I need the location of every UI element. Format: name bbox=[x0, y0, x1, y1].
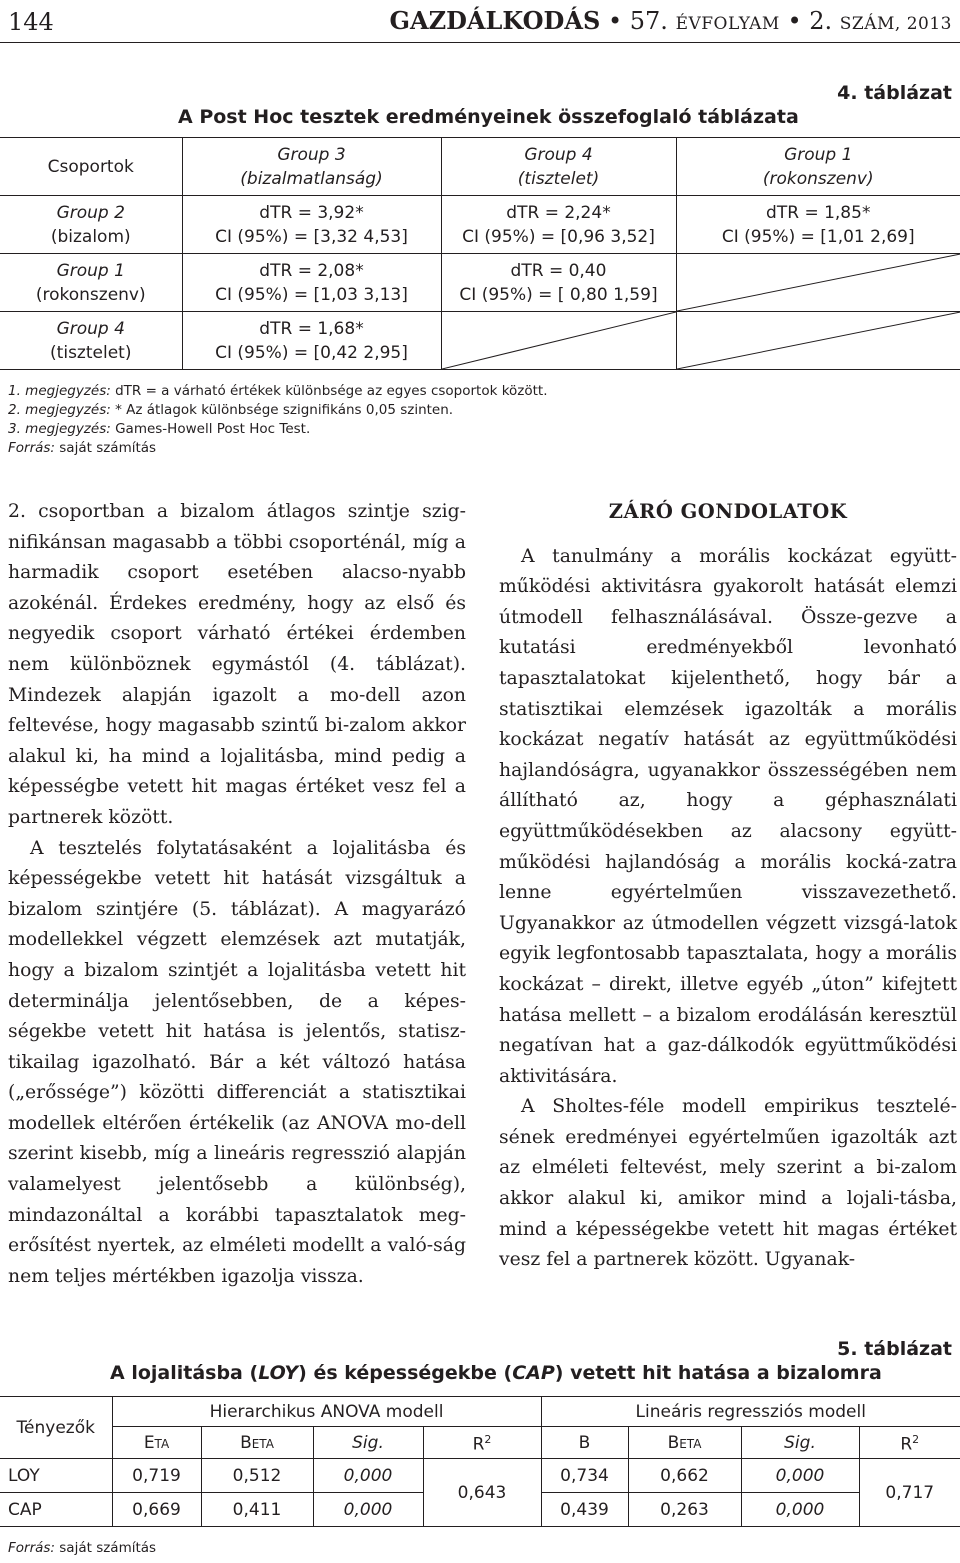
table4-empty-cell bbox=[441, 312, 676, 370]
table4-col-head: Group 4 (tisztelet) bbox=[441, 138, 676, 196]
issue-number: 2. bbox=[809, 7, 833, 35]
table5-sub-head: B bbox=[541, 1427, 628, 1459]
table5-source: Forrás: saját számítás bbox=[8, 1540, 157, 1556]
table5-sub-head: Beta bbox=[628, 1427, 741, 1459]
table4-header-row bbox=[0, 138, 960, 196]
table4-cell: dTR = 0,40 CI (95%) = [ 0,80 1,59] bbox=[441, 254, 676, 312]
table4-cell: dTR = 2,24* CI (95%) = [0,96 3,52] bbox=[441, 196, 676, 254]
paragraph: A tesztelés folytatásaként a lojalitásba és képességekbe vetett hit hatását vizsgáltuk a bizalom szintjére (5. táblázat). A magyarázó modellekkel végzett elemzések azt mutatják, hogy a bizalom szintjét a lojalitásba vetett hit determinálja jelentősebben, de a képes-ségekbe vetett hit hatása is jelentős, statisz-tikailag igazolható. Bár a két változó hatása („erőssége”) közötti differenciát a statisztikai modellek eltérően értékelik (az ANOVA mo-dell szerint kisebb, míg a lineáris regresszió alapján valamelyest jelentősebb a különbség), mindazonáltal a korábbi tapasztalatok meg-erősítést nyertek, az elméleti modellt a való-ság nem teljes mértékben igazolja vissza. bbox=[8, 837, 466, 1287]
table5-row-head: LOY bbox=[0, 1459, 112, 1493]
table5-cell: 0,000 bbox=[313, 1493, 423, 1527]
table4-row bbox=[0, 312, 960, 370]
table5-sub-head: Sig. bbox=[313, 1427, 423, 1459]
note-line: 3. megjegyzés: Games-Howell Post Hoc Test. bbox=[8, 421, 311, 437]
table4-corner: Csoportok bbox=[0, 138, 182, 196]
volume-word: ÉVFOLYAM bbox=[675, 14, 780, 34]
header-rule bbox=[0, 42, 960, 43]
note-line: 1. megjegyzés: dTR = a várható értékek különbsége az egyes csoportok között. bbox=[8, 383, 548, 399]
table4-cell: dTR = 1,85* CI (95%) = [1,01 2,69] bbox=[676, 196, 960, 254]
table4-row bbox=[0, 196, 960, 254]
note-line: Forrás: saját számítás bbox=[8, 440, 157, 456]
paragraph: A tanulmány a morális kockázat együtt-működési aktivitásra gyakorolt hatását elemzi útmodell felhasználásával. Össze-gezve a kutatási eredményekből levonható tapasztalatokat kijelenthető, hogy bár a statisztikai elemzések igazolták a morális kockázat negatív hatását az együttműködési hajlandóságra, ugyanakkor összességében nem állítható az, hogy a géphasználati együttműködésekben az alacsony együtt-működési hajlandóság a morális kocká-zatra lenne egyértelműen visszavezethető. Ugyanakkor az útmodellen végzett vizsgá-latok egyik legfontosabb tapasztalata, hogy a morális kockázat – direkt, illetve egyéb „úton” kifejtett hatása mellett – a bizalom erodálásán keresztül negatívan hat a gaz-dálkodók együttműködési aktivitására. bbox=[499, 545, 957, 1087]
table5 bbox=[0, 1396, 960, 1527]
table5-cell: 0,411 bbox=[201, 1493, 313, 1527]
volume-number: 57. bbox=[629, 7, 668, 35]
bullet-2: • bbox=[787, 7, 802, 35]
paragraph: A Sholtes-féle modell empirikus tesztelé-sének eredményei egyértelműen igazolták azt az elméleti feltevést, mely szerint a bi-zalom akkor alakul ki, amikor mind a lojali-tásba, mind a képességekbe vetett hit magas értéket vesz fel a partnerek között. Ugyanak- bbox=[499, 1096, 957, 1271]
journal-name: GAZDÁLKODÁS bbox=[389, 6, 601, 35]
table5-cell: 0,719 bbox=[112, 1459, 201, 1493]
table5-cell: 0,512 bbox=[201, 1459, 313, 1493]
note-line: 2. megjegyzés: * Az átlagok különbsége szignifikáns 0,05 szinten. bbox=[8, 402, 454, 418]
table4-col-head: Group 3 (bizalmatlanság) bbox=[182, 138, 441, 196]
table5-label: 5. táblázat bbox=[837, 1338, 952, 1360]
diagonal-line bbox=[677, 254, 960, 311]
table4-row bbox=[0, 254, 960, 312]
table5-sub-head: Sig. bbox=[741, 1427, 859, 1459]
table4-empty-cell bbox=[676, 254, 960, 312]
table5-cell: 0,669 bbox=[112, 1493, 201, 1527]
table4-col-head: Group 1 (rokonszenv) bbox=[676, 138, 960, 196]
table5-row bbox=[0, 1459, 960, 1493]
table5-sub-head: $R^2$ bbox=[423, 1427, 541, 1459]
table5-cell: 0,263 bbox=[628, 1493, 741, 1527]
diagonal-line bbox=[677, 312, 960, 369]
table5-sub-head-row bbox=[0, 1427, 960, 1459]
table5-group-head: Hierarchikus ANOVA modell bbox=[112, 1397, 541, 1427]
table4-title: A Post Hoc tesztek eredményeinek összefoglaló táblázata bbox=[178, 106, 799, 128]
table5-cell: 0,734 bbox=[541, 1459, 628, 1493]
diagonal-line bbox=[442, 312, 676, 369]
section-heading: ZÁRÓ GONDOLATOK bbox=[608, 500, 848, 523]
table4-label: 4. táblázat bbox=[837, 82, 952, 104]
table4-empty-cell bbox=[676, 312, 960, 370]
table5-factor-head: Tényezők bbox=[0, 1397, 112, 1459]
table4-cell: dTR = 3,92* CI (95%) = [3,32 4,53] bbox=[182, 196, 441, 254]
table5-group-head: Lineáris regressziós modell bbox=[541, 1397, 960, 1427]
right-column bbox=[499, 497, 957, 1276]
table5-cell: 0,000 bbox=[741, 1459, 859, 1493]
table5-sub-head: Beta bbox=[201, 1427, 313, 1459]
table5-sub-head: Eta bbox=[112, 1427, 201, 1459]
table4-cell: dTR = 2,08* CI (95%) = [1,03 3,13] bbox=[182, 254, 441, 312]
table4-notes bbox=[8, 382, 548, 458]
bullet-1: • bbox=[607, 7, 623, 35]
table5-row-head: CAP bbox=[0, 1493, 112, 1527]
table5-sub-head: $R^2$ bbox=[859, 1427, 960, 1459]
table4-row-head: Group 1 (rokonszenv) bbox=[0, 254, 182, 312]
issue-word: SZÁM, 2013 bbox=[839, 14, 952, 34]
table4-row-head: Group 2 (bizalom) bbox=[0, 196, 182, 254]
table5-cell: 0,000 bbox=[313, 1459, 423, 1493]
table5-cell: 0,000 bbox=[741, 1493, 859, 1527]
table5-cell: 0,439 bbox=[541, 1493, 628, 1527]
table5-cell-r2: 0,643 bbox=[423, 1459, 541, 1527]
table5-cell-r2: 0,717 bbox=[859, 1459, 960, 1527]
table5-group-head-row bbox=[0, 1397, 960, 1427]
table4-row-head: Group 4 (tisztelet) bbox=[0, 312, 182, 370]
left-column bbox=[8, 497, 466, 1292]
running-header bbox=[389, 6, 952, 35]
page-number: 144 bbox=[8, 8, 54, 36]
table4-cell: dTR = 1,68* CI (95%) = [0,42 2,95] bbox=[182, 312, 441, 370]
table5-cell: 0,662 bbox=[628, 1459, 741, 1493]
paragraph: 2. csoportban a bizalom átlagos szintje szig-nifikánsan magasabb a többi csoporténál, míg a harmadik csoport esetében alacso-nyabb azokénál. Érdekes eredmény, hogy az első és negyedik csoport várható értékei érdemben nem különböznek egymástól (4. táblázat). Mindezek alapján igazolt a mo-dell azon feltevése, hogy magasabb szintű bi-zalom akkor alakul ki, ha mind a lojalitásba, mind pedig a képességbe vetett hit magas értéket vesz fel a partnerek között. bbox=[8, 501, 466, 828]
table4 bbox=[0, 137, 960, 370]
table5-title: A lojalitásba (LOY) és képességekbe (CAP) vetett hit hatása a bizalomra bbox=[110, 1362, 882, 1384]
